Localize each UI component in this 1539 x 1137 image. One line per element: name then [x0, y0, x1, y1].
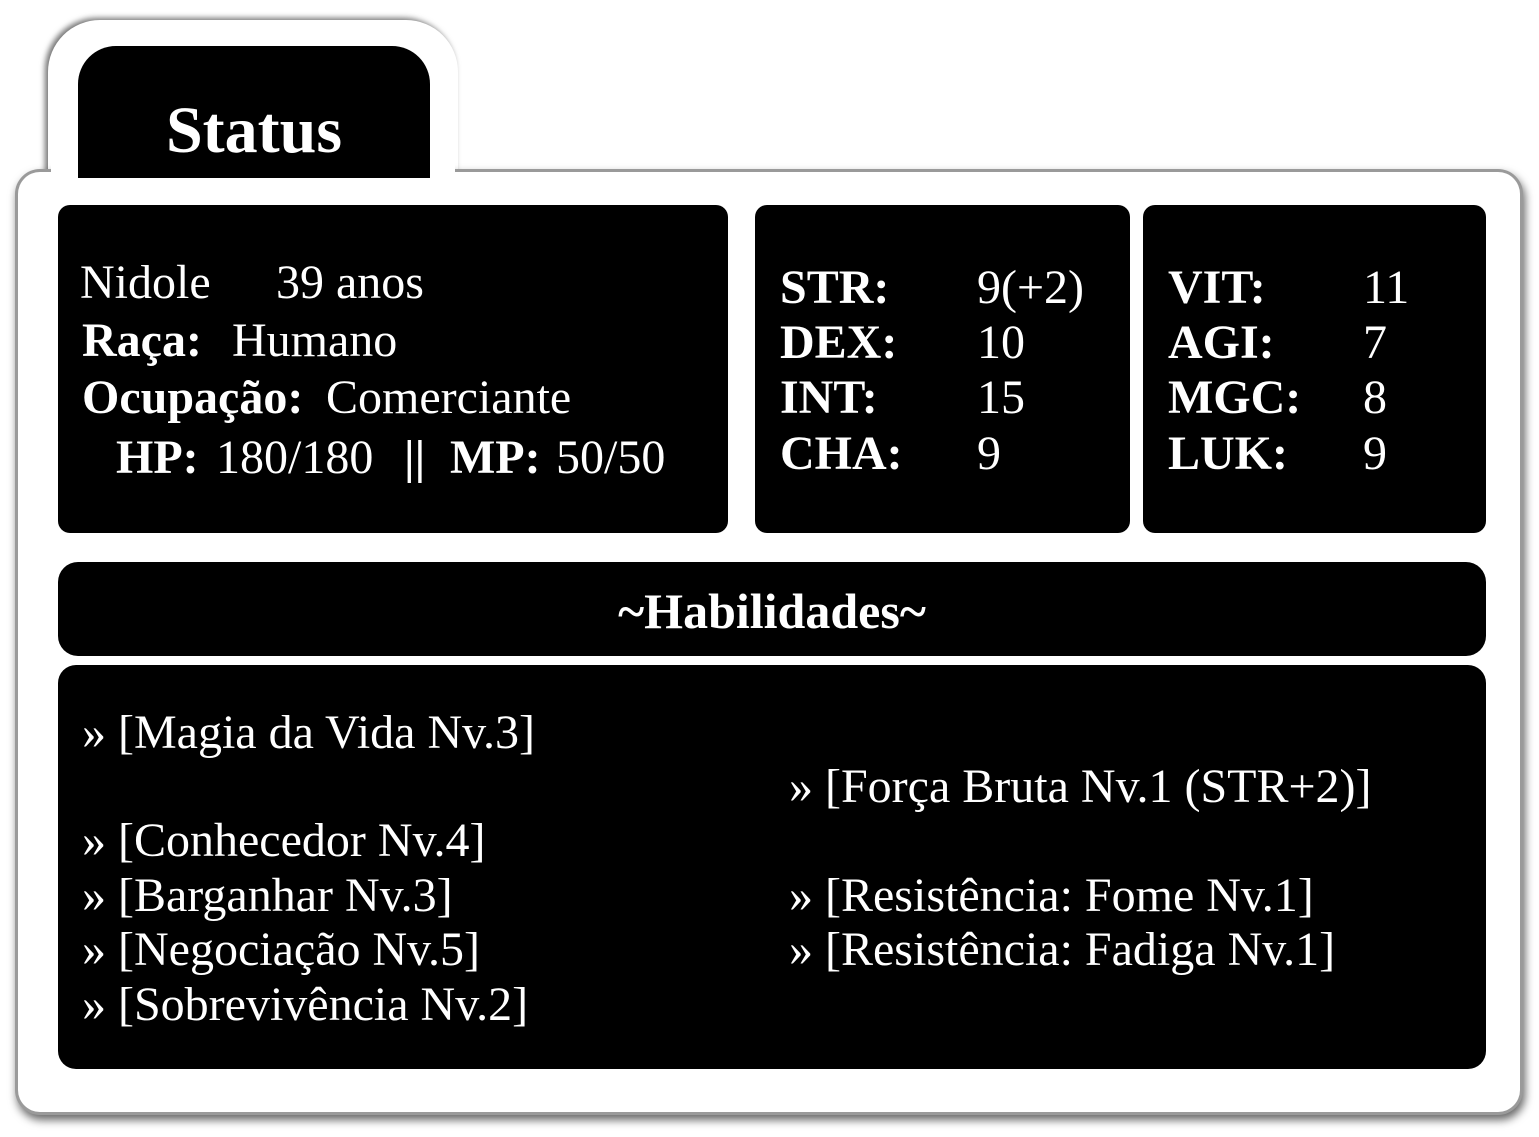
- skills-list-panel: [58, 665, 1486, 1069]
- character-info-panel: [58, 205, 728, 533]
- skill-item: » [Resistência: Fadiga Nv.1]: [789, 923, 1336, 976]
- mp-value: 50/50: [556, 431, 666, 484]
- skill-item: » [Magia da Vida Nv.3]: [82, 706, 535, 759]
- skill-item: » [Negociação Nv.5]: [82, 923, 481, 976]
- skills-header-panel: [58, 562, 1486, 656]
- skill-item: » [Resistência: Fome Nv.1]: [789, 869, 1314, 922]
- stat-label-int: INT:: [780, 371, 878, 424]
- stat-value-luk: 9: [1363, 427, 1387, 480]
- occupation-value: Comerciante: [326, 371, 572, 424]
- stat-label-cha: CHA:: [780, 427, 903, 480]
- skill-item: » [Conhecedor Nv.4]: [82, 814, 486, 867]
- stat-value-vit: 11: [1363, 261, 1410, 314]
- stat-value-mgc: 8: [1363, 371, 1387, 424]
- skill-item: » [Barganhar Nv.3]: [82, 869, 453, 922]
- stat-label-dex: DEX:: [780, 316, 898, 369]
- race-label: Raça:: [82, 314, 202, 367]
- stat-value-agi: 7: [1363, 316, 1387, 369]
- skills-header: ~Habilidades~: [618, 583, 926, 639]
- stat-value-dex: 10: [977, 316, 1025, 369]
- character-age: 39 anos: [276, 256, 424, 309]
- skill-item: » [Força Bruta Nv.1 (STR+2)]: [789, 760, 1372, 813]
- hp-label: HP:: [116, 431, 199, 484]
- attributes-panel-secondary: [1143, 205, 1486, 533]
- stat-value-int: 15: [977, 371, 1025, 424]
- hp-mp-separator: ||: [404, 431, 426, 484]
- hp-value: 180/180: [216, 431, 374, 484]
- character-name: Nidole: [80, 256, 211, 309]
- stat-value-str: 9(+2): [977, 261, 1085, 314]
- race-value: Humano: [232, 314, 398, 367]
- stat-label-luk: LUK:: [1168, 427, 1288, 480]
- stat-label-mgc: MGC:: [1168, 371, 1302, 424]
- mp-label: MP:: [450, 431, 541, 484]
- stat-label-str: STR:: [780, 261, 890, 314]
- skill-item: » [Sobrevivência Nv.2]: [82, 978, 529, 1031]
- stat-value-cha: 9: [977, 427, 1001, 480]
- stat-label-agi: AGI:: [1168, 316, 1275, 369]
- stat-label-vit: VIT:: [1168, 261, 1266, 314]
- occupation-label: Ocupação:: [82, 371, 304, 424]
- status-title: Status: [78, 46, 430, 178]
- attributes-panel-primary: [755, 205, 1130, 533]
